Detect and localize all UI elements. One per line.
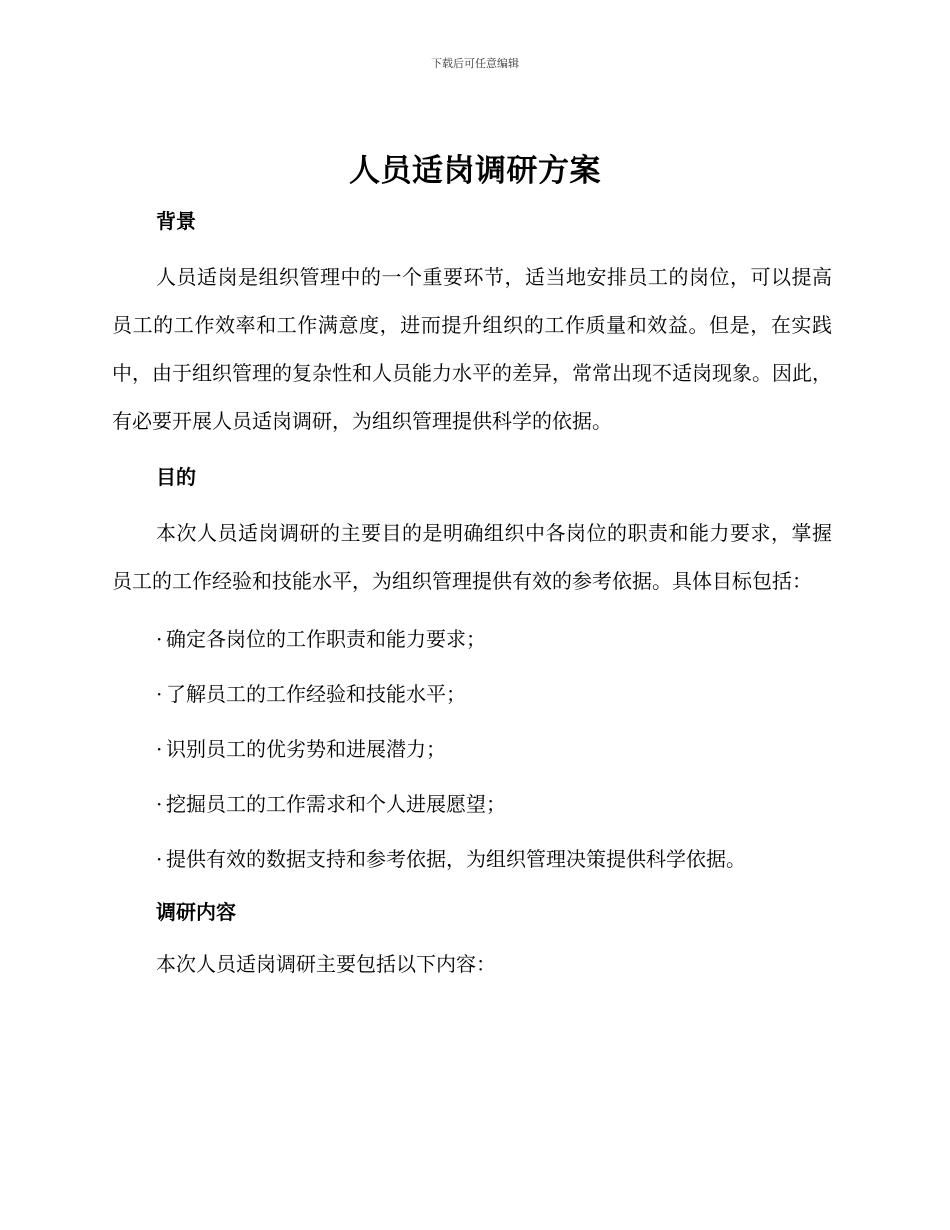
section-heading-background: 背景	[156, 209, 196, 233]
bullet-icon: ·	[156, 682, 163, 706]
list-item-text: 提供有效的数据支持和参考依据，为组织管理决策提供科学依据。	[166, 847, 746, 871]
bullet-icon: ·	[156, 627, 163, 651]
list-item-text: 挖掘员工的工作需求和个人进展愿望；	[166, 792, 506, 816]
document-body	[112, 203, 832, 998]
purpose-paragraph: 本次人员适岗调研的主要目的是明确组织中各岗位的职责和能力要求，掌握员工的工作经验和技能水平，为组织管理提供有效的参考依据。具体目标包括：	[112, 521, 832, 593]
list-item	[112, 674, 832, 714]
section-background	[112, 203, 832, 445]
header-note: 下载后可任意编辑	[431, 57, 519, 70]
list-item-text: 确定各岗位的工作职责和能力要求；	[166, 627, 486, 651]
bullet-icon: ·	[156, 792, 163, 816]
purpose-bullet-list	[112, 619, 832, 879]
list-item	[112, 784, 832, 824]
list-item	[112, 839, 832, 879]
list-item-text: 了解员工的工作经验和技能水平；	[166, 682, 466, 706]
list-item	[112, 619, 832, 659]
list-item	[112, 729, 832, 769]
bullet-icon: ·	[156, 737, 163, 761]
section-heading-research-content: 调研内容	[156, 900, 236, 924]
list-item-text: 识别员工的优劣势和进展潜力；	[166, 737, 446, 761]
section-purpose	[112, 459, 832, 879]
document-title: 人员适岗调研方案	[349, 153, 601, 189]
section-research-content	[112, 894, 832, 984]
bullet-icon: ·	[156, 847, 163, 871]
research-content-paragraph: 本次人员适岗调研主要包括以下内容：	[156, 952, 496, 976]
section-heading-purpose: 目的	[156, 465, 196, 489]
background-paragraph: 人员适岗是组织管理中的一个重要环节，适当地安排员工的岗位，可以提高员工的工作效率和工作满意度，进而提升组织的工作质量和效益。但是，在实践中，由于组织管理的复杂性和人员能力水平的差异，常常出现不适岗现象。因此，有必要开展人员适岗调研，为组织管理提供科学的依据。	[112, 265, 832, 433]
